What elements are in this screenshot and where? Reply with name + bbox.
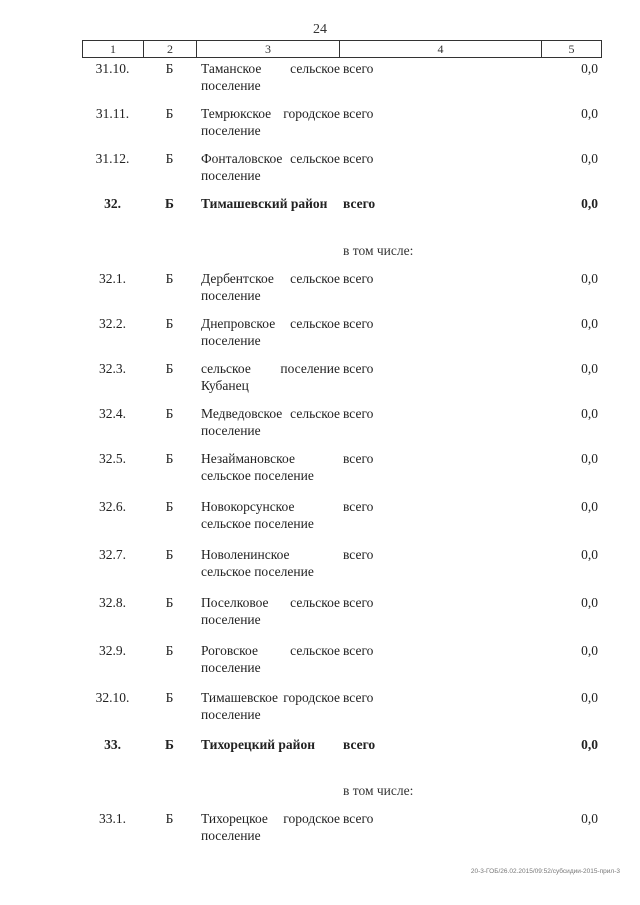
table-row [82,405,602,450]
row-type: Б [165,595,174,610]
row-kind: всего [343,547,374,562]
row-number: 31.11. [95,106,130,121]
row-number: 33. [104,737,121,752]
row-kind: всего [343,196,376,211]
row-value: 0,0 [581,316,598,331]
table-row [82,642,602,689]
header-col-2: 2 [144,41,197,57]
row-kind: всего [343,499,374,514]
row-number: 32.4. [99,406,126,421]
table-row [82,782,602,810]
row-value: 0,0 [581,361,598,376]
row-number: 33.1. [99,811,126,826]
row-value: 0,0 [581,737,598,752]
row-number: 32. [104,196,121,211]
row-value: 0,0 [581,499,598,514]
row-type: Б [165,106,174,121]
row-type: Б [165,499,174,514]
table-body [82,60,602,854]
row-number: 32.10. [95,690,130,705]
table-row [82,60,602,105]
row-value: 0,0 [581,811,598,826]
table-row [82,105,602,150]
table-row [82,689,602,736]
row-kind: в том числе: [343,783,414,798]
row-type: Б [165,451,174,466]
row-kind: всего [343,151,374,166]
row-type: Б [165,811,174,826]
row-kind: всего [343,271,374,286]
row-number: 31.12. [95,151,130,166]
row-name: Темрюкское городское поселение [201,106,340,138]
table-header [82,40,602,58]
table-row [82,450,602,498]
row-value: 0,0 [581,196,598,211]
row-kind: всего [343,61,374,76]
row-type: Б [165,643,174,658]
row-number: 32.8. [99,595,126,610]
row-name: сельское поселение Кубанец [201,361,340,393]
table-row [82,270,602,315]
table-row [82,150,602,195]
row-value: 0,0 [581,595,598,610]
row-number: 32.7. [99,547,126,562]
row-number: 32.1. [99,271,126,286]
row-value: 0,0 [581,271,598,286]
row-kind: всего [343,643,374,658]
row-type: Б [165,151,174,166]
row-name: Тихорецкий район [201,737,315,752]
row-kind: всего [343,690,374,705]
row-value: 0,0 [581,61,598,76]
row-kind: всего [343,451,374,466]
row-type: Б [165,61,174,76]
row-value: 0,0 [581,547,598,562]
row-type: Б [165,690,174,705]
row-value: 0,0 [581,106,598,121]
table-row [82,594,602,642]
footer-stamp: 20-3-ГОБ/26.02.2015/09:52/субсидии-2015-прил-3 [470,868,620,875]
row-name: Тимашевское городское поселение [201,690,340,722]
row-kind: всего [343,737,376,752]
table-row [82,546,602,594]
row-value: 0,0 [581,643,598,658]
header-col-3: 3 [197,41,340,57]
table-row [82,195,602,242]
row-value: 0,0 [581,690,598,705]
header-col-4: 4 [340,41,542,57]
row-type: Б [165,361,174,376]
row-kind: в том числе: [343,243,414,258]
row-number: 32.3. [99,361,126,376]
row-type: Б [165,316,174,331]
row-name: Незаймановское сельское поселение [201,451,314,483]
row-kind: всего [343,811,374,826]
row-kind: всего [343,361,374,376]
row-value: 0,0 [581,451,598,466]
row-number: 32.5. [99,451,126,466]
row-name: Поселковое сельское поселение [201,595,340,627]
table-row [82,736,602,782]
row-type: Б [165,406,174,421]
table-row [82,498,602,546]
row-type: Б [165,737,174,752]
row-name: Тихорецкое городское поселение [201,811,340,843]
row-number: 32.6. [99,499,126,514]
row-name: Медведовское сельское поселение [201,406,340,438]
row-type: Б [165,271,174,286]
table-row [82,810,602,854]
row-kind: всего [343,106,374,121]
header-col-5: 5 [568,42,575,56]
row-number: 32.2. [99,316,126,331]
row-name: Дербентское сельское поселение [201,271,340,303]
row-name: Роговское сельское поселение [201,643,340,675]
row-value: 0,0 [581,151,598,166]
row-number: 31.10. [95,61,130,76]
row-kind: всего [343,316,374,331]
page-number: 24 [313,22,327,37]
row-kind: всего [343,406,374,421]
table-row [82,242,602,270]
row-name: Новокорсунское сельское поселение [201,499,314,531]
row-number: 32.9. [99,643,126,658]
table-row [82,360,602,405]
row-kind: всего [343,595,374,610]
row-name: Новоленинское сельское поселение [201,547,314,579]
row-value: 0,0 [581,406,598,421]
row-type: Б [165,547,174,562]
header-col-1: 1 [83,41,144,57]
row-name: Таманское сельское поселение [201,61,340,93]
row-type: Б [165,196,174,211]
row-name: Фонталовское сельское поселение [201,151,340,183]
row-name: Днепровское сельское поселение [201,316,340,348]
row-name: Тимашевский район [201,196,328,211]
table-row [82,315,602,360]
